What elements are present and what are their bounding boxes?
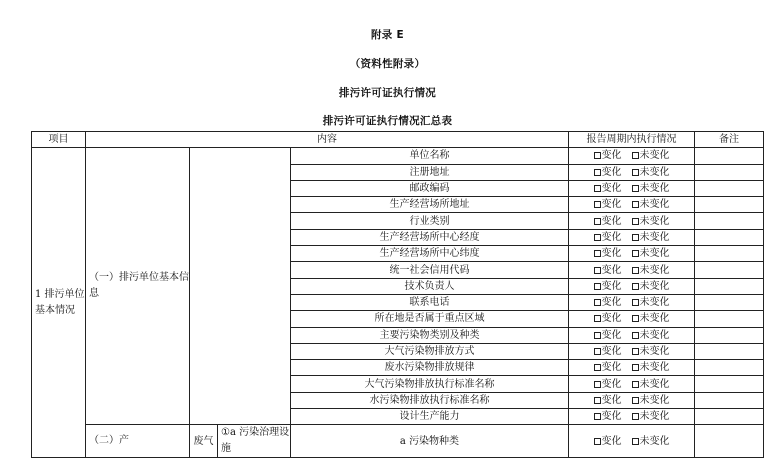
unchanged-label: 未变化 (639, 199, 670, 211)
unchanged-option[interactable] (632, 246, 670, 261)
changed-option[interactable] (594, 165, 622, 180)
remark-cell[interactable] (695, 360, 764, 376)
remark-cell[interactable] (695, 343, 764, 359)
unchanged-option[interactable] (632, 165, 670, 180)
content-cell: 水污染物排放执行标准名称 (291, 392, 569, 408)
unchanged-option[interactable] (632, 434, 670, 449)
status-cell (569, 327, 695, 343)
changed-option[interactable] (594, 311, 622, 326)
changed-checkbox[interactable] (594, 152, 601, 159)
unchanged-option[interactable] (632, 263, 670, 278)
remark-cell[interactable] (695, 392, 764, 408)
content-cell: 行业类别 (291, 213, 569, 229)
remark-cell[interactable] (695, 246, 764, 262)
unchanged-option[interactable] (632, 181, 670, 196)
appendix-title: 附录 E (370, 29, 405, 41)
unchanged-checkbox[interactable] (632, 438, 639, 445)
header-item: 项目 (32, 132, 86, 148)
content-cell: 大气污染物排放执行标准名称 (291, 376, 569, 392)
changed-label: 变化 (601, 394, 622, 406)
changed-checkbox[interactable] (594, 201, 601, 208)
unchanged-label: 未变化 (639, 411, 670, 423)
remark-cell[interactable] (695, 327, 764, 343)
changed-option[interactable] (594, 214, 622, 229)
changed-checkbox[interactable] (594, 332, 601, 339)
remark-cell[interactable] (695, 262, 764, 278)
unchanged-label: 未变化 (639, 248, 670, 260)
unchanged-checkbox[interactable] (632, 315, 639, 322)
changed-label: 变化 (601, 297, 622, 309)
unchanged-option[interactable] (632, 279, 670, 294)
summary-table (31, 131, 764, 458)
unchanged-label: 未变化 (639, 297, 670, 309)
unchanged-label: 未变化 (639, 435, 670, 447)
changed-checkbox[interactable] (594, 348, 601, 355)
changed-checkbox[interactable] (594, 250, 601, 257)
changed-option[interactable] (594, 344, 622, 359)
unchanged-label: 未变化 (639, 280, 670, 292)
unchanged-label: 未变化 (639, 346, 670, 357)
changed-checkbox[interactable] (594, 397, 601, 404)
status-cell (569, 164, 695, 180)
status-cell (569, 197, 695, 213)
changed-option[interactable] (594, 377, 622, 392)
unchanged-checkbox[interactable] (632, 364, 639, 371)
changed-checkbox[interactable] (594, 438, 601, 445)
changed-option[interactable] (594, 295, 622, 310)
unchanged-checkbox[interactable] (632, 201, 639, 208)
changed-label: 变化 (601, 346, 622, 357)
changed-checkbox[interactable] (594, 299, 601, 306)
unchanged-checkbox[interactable] (632, 218, 639, 225)
unchanged-checkbox[interactable] (632, 250, 639, 257)
status-cell (569, 311, 695, 327)
status-cell (569, 376, 695, 392)
remark-cell[interactable] (695, 197, 764, 213)
unchanged-label: 未变化 (639, 166, 670, 178)
remark-cell[interactable] (695, 229, 764, 245)
content-cell: 生产经营场所中心经度 (291, 229, 569, 245)
content-cell: 废水污染物排放规律 (291, 360, 569, 376)
unchanged-option[interactable] (632, 377, 670, 392)
changed-option[interactable] (594, 181, 622, 196)
remark-cell[interactable] (695, 148, 764, 164)
unchanged-option[interactable] (632, 295, 670, 310)
header-status: 报告周期内执行情况 (569, 132, 695, 148)
changed-checkbox[interactable] (594, 364, 601, 371)
changed-label: 变化 (601, 435, 622, 447)
unchanged-option[interactable] (632, 214, 670, 229)
status-cell (569, 148, 695, 164)
remark-cell[interactable] (695, 311, 764, 327)
unchanged-label: 未变化 (639, 394, 670, 406)
unchanged-label: 未变化 (639, 378, 670, 390)
status-cell (569, 392, 695, 408)
changed-option[interactable] (594, 197, 622, 212)
changed-checkbox[interactable] (594, 185, 601, 192)
changed-label: 变化 (601, 215, 622, 227)
unchanged-label: 未变化 (639, 183, 670, 195)
unchanged-checkbox[interactable] (632, 397, 639, 404)
changed-label: 变化 (601, 248, 622, 260)
changed-option[interactable] (594, 328, 622, 343)
remark-cell[interactable] (695, 409, 764, 425)
content-cell: 联系电话 (291, 294, 569, 310)
changed-option[interactable] (594, 434, 622, 449)
item-cell: 1 排污单位基本情况 (32, 148, 86, 458)
remark-cell[interactable] (695, 278, 764, 294)
content-cell: 生产经营场所中心纬度 (291, 246, 569, 262)
status-cell (569, 229, 695, 245)
content-cell: 邮政编码 (291, 180, 569, 196)
changed-option[interactable] (594, 409, 622, 424)
unchanged-option[interactable] (632, 230, 670, 245)
unchanged-option[interactable] (632, 393, 670, 408)
changed-label: 变化 (601, 264, 622, 276)
status-cell (569, 425, 695, 458)
table-header-row (32, 132, 764, 148)
status-cell (569, 294, 695, 310)
unchanged-checkbox[interactable] (632, 185, 639, 192)
changed-checkbox[interactable] (594, 315, 601, 322)
changed-label: 变化 (601, 166, 622, 178)
unchanged-option[interactable] (632, 360, 670, 375)
header-remark: 备注 (695, 132, 764, 148)
changed-label: 变化 (601, 183, 622, 195)
content-cell: 设计生产能力 (291, 409, 569, 425)
changed-option[interactable] (594, 230, 622, 245)
content-cell: 大气污染物排放方式 (291, 343, 569, 359)
changed-label: 变化 (601, 280, 622, 292)
unchanged-option[interactable] (632, 328, 670, 343)
content-cell: 单位名称 (291, 148, 569, 164)
unchanged-label: 未变化 (639, 150, 670, 162)
changed-label: 变化 (601, 313, 622, 325)
partial-facility-cell: ①a 污染治理设施 (218, 425, 291, 458)
partial-subgroup-cell: （二）产 (86, 425, 190, 458)
changed-option[interactable] (594, 148, 622, 163)
changed-checkbox[interactable] (594, 381, 601, 388)
unchanged-label: 未变化 (639, 362, 670, 374)
changed-option[interactable] (594, 246, 622, 261)
status-cell (569, 246, 695, 262)
unchanged-label: 未变化 (639, 215, 670, 227)
content-cell: 技术负责人 (291, 278, 569, 294)
status-cell (569, 180, 695, 196)
content-cell: 统一社会信用代码 (291, 262, 569, 278)
subgroup-cell: （一）排污单位基本信息 (86, 148, 190, 425)
content-cell: 主要污染物类别及种类 (291, 327, 569, 343)
section-title: 排污许可证执行情况 (338, 87, 437, 99)
table-title: 排污许可证执行情况汇总表 (322, 115, 453, 127)
unchanged-checkbox[interactable] (632, 299, 639, 306)
unchanged-option[interactable] (632, 148, 670, 163)
content-cell: 所在地是否属于重点区域 (291, 311, 569, 327)
unchanged-label: 未变化 (639, 329, 670, 341)
content-cell: 注册地址 (291, 164, 569, 180)
unchanged-label: 未变化 (639, 313, 670, 325)
unchanged-checkbox[interactable] (632, 169, 639, 176)
header-content: 内容 (86, 132, 569, 148)
changed-option[interactable] (594, 393, 622, 408)
changed-label: 变化 (601, 150, 622, 162)
unchanged-label: 未变化 (639, 231, 670, 243)
unchanged-option[interactable] (632, 409, 670, 424)
unchanged-checkbox[interactable] (632, 283, 639, 290)
changed-checkbox[interactable] (594, 218, 601, 225)
changed-checkbox[interactable] (594, 283, 601, 290)
changed-checkbox[interactable] (594, 234, 601, 241)
remark-cell[interactable] (695, 425, 764, 458)
table-row (32, 425, 764, 458)
status-cell (569, 360, 695, 376)
unchanged-label: 未变化 (639, 264, 670, 276)
content-cell: 生产经营场所地址 (291, 197, 569, 213)
partial-category-cell: 废气 (190, 425, 218, 458)
unchanged-option[interactable] (632, 311, 670, 326)
status-cell (569, 343, 695, 359)
unchanged-checkbox[interactable] (632, 234, 639, 241)
changed-label: 变化 (601, 362, 622, 374)
status-cell (569, 213, 695, 229)
changed-option[interactable] (594, 263, 622, 278)
changed-label: 变化 (601, 231, 622, 243)
unchanged-option[interactable] (632, 197, 670, 212)
remark-cell[interactable] (695, 294, 764, 310)
appendix-subtitle: （资料性附录） (349, 58, 426, 70)
remark-cell[interactable] (695, 213, 764, 229)
remark-cell[interactable] (695, 180, 764, 196)
status-cell (569, 278, 695, 294)
changed-option[interactable] (594, 360, 622, 375)
unchanged-checkbox[interactable] (632, 348, 639, 355)
changed-checkbox[interactable] (594, 169, 601, 176)
table-row (32, 148, 764, 164)
changed-label: 变化 (601, 329, 622, 341)
changed-checkbox[interactable] (594, 267, 601, 274)
unchanged-checkbox[interactable] (632, 381, 639, 388)
changed-label: 变化 (601, 199, 622, 211)
partial-content-cell: a 污染物种类 (291, 425, 569, 458)
status-cell (569, 409, 695, 425)
changed-checkbox[interactable] (594, 413, 601, 420)
status-cell (569, 262, 695, 278)
changed-label: 变化 (601, 411, 622, 423)
blank-merged-cell (190, 148, 291, 425)
unchanged-option[interactable] (632, 344, 670, 359)
changed-label: 变化 (601, 378, 622, 390)
remark-cell[interactable] (695, 164, 764, 180)
unchanged-checkbox[interactable] (632, 332, 639, 339)
changed-option[interactable] (594, 279, 622, 294)
unchanged-checkbox[interactable] (632, 413, 639, 420)
unchanged-checkbox[interactable] (632, 152, 639, 159)
unchanged-checkbox[interactable] (632, 267, 639, 274)
remark-cell[interactable] (695, 376, 764, 392)
